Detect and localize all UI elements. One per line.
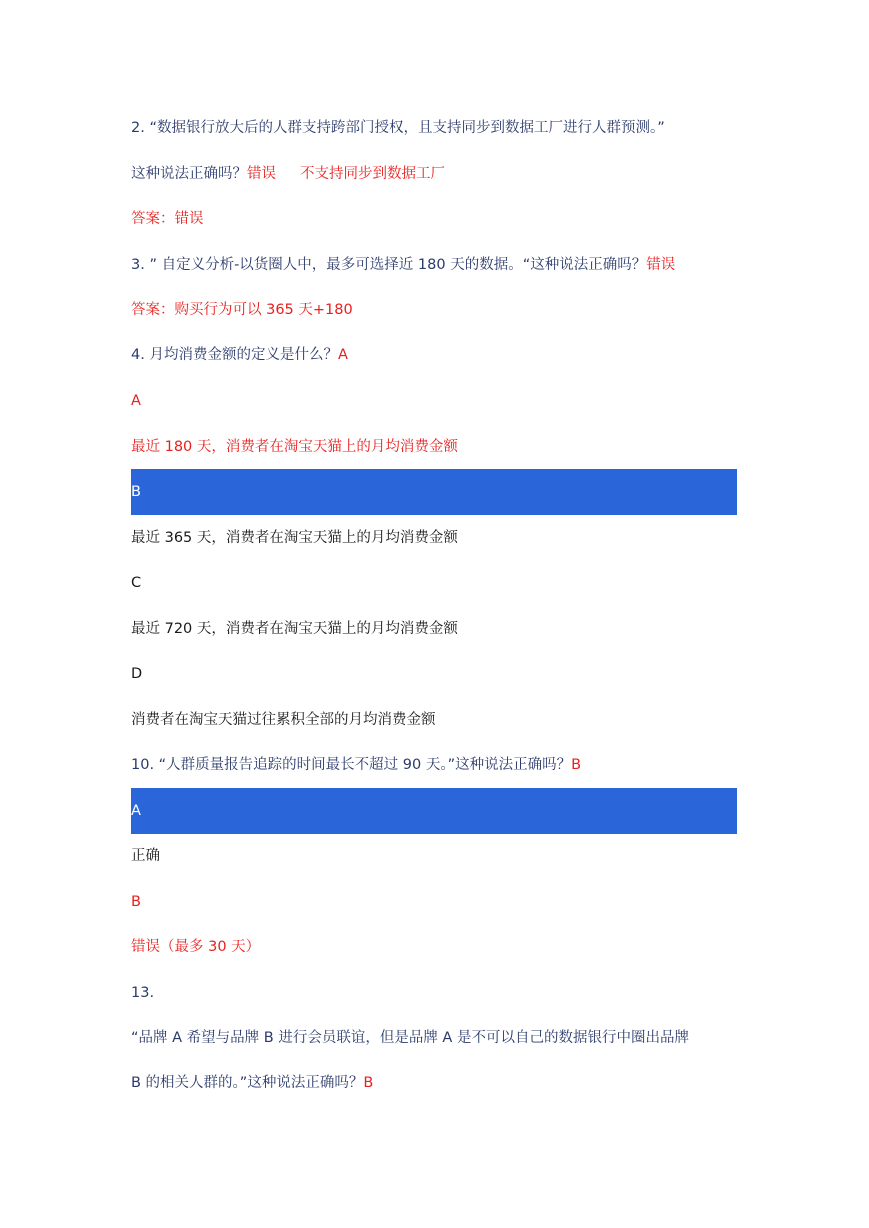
q4-option-b-highlight <box>131 469 737 515</box>
q2-question-tail: 这种说法正确吗？ <box>131 166 247 182</box>
q2-question-continued <box>131 164 445 184</box>
q3-answer-line: 答案：购买行为可以 365 天+180 <box>131 302 353 318</box>
q4-option-a-text: 最近 180 天，消费者在淘宝天猫上的月均消费金额 <box>131 439 458 455</box>
q2-question: 2. “数据银行放大后的人群支持跨部门授权，且支持同步到数据工厂进行人群预测。” <box>131 120 665 136</box>
q4-option-d-text: 消费者在淘宝天猫过往累积全部的月均消费金额 <box>131 712 436 728</box>
q2-note: 不支持同步到数据工厂 <box>300 166 445 182</box>
q4-question <box>131 345 348 365</box>
q10-option-a-highlight <box>131 788 737 834</box>
q4-option-c-text: 最近 720 天，消费者在淘宝天猫上的月均消费金额 <box>131 621 458 637</box>
q3-question <box>131 255 675 275</box>
q10-answer: B <box>571 757 582 773</box>
q3-answer: 错误 <box>646 257 676 273</box>
q10-option-a-letter: A <box>131 803 141 819</box>
q10-option-b-text: 错误（最多 30 天） <box>131 939 261 955</box>
q4-option-d-letter: D <box>131 666 143 682</box>
q4-option-b-letter: B <box>131 484 141 500</box>
q4-option-a-letter: A <box>131 393 141 409</box>
q2-answer-line: 答案：错误 <box>131 211 204 227</box>
q4-option-b-text: 最近 365 天，消费者在淘宝天猫上的月均消费金额 <box>131 530 458 546</box>
q2-answer: 错误 <box>247 166 276 182</box>
q4-question-text: 4. 月均消费金额的定义是什么？ <box>131 347 338 363</box>
q13-question-continued <box>131 1073 373 1093</box>
q4-answer: A <box>337 347 348 363</box>
q3-question-text: 3. ” 自定义分析-以货圈人中，最多可选择近 180 天的数据。“这种说法正确吗？ <box>131 257 647 273</box>
q13-answer: B <box>363 1075 374 1091</box>
q10-question <box>131 755 581 775</box>
q13-question-tail: B 的相关人群的。”这种说法正确吗？ <box>131 1075 364 1091</box>
q10-option-a-text: 正确 <box>131 848 160 864</box>
q10-question-text: 10. “人群质量报告追踪的时间最长不超过 90 天。”这种说法正确吗？ <box>131 757 572 773</box>
q10-option-b-letter: B <box>131 894 141 910</box>
q4-option-c-letter: C <box>131 575 142 591</box>
q13-question: “品牌 A 希望与品牌 B 进行会员联谊，但是品牌 A 是不可以自己的数据银行中圈出品牌 <box>131 1030 689 1046</box>
q13-number: 13. <box>131 985 155 1001</box>
